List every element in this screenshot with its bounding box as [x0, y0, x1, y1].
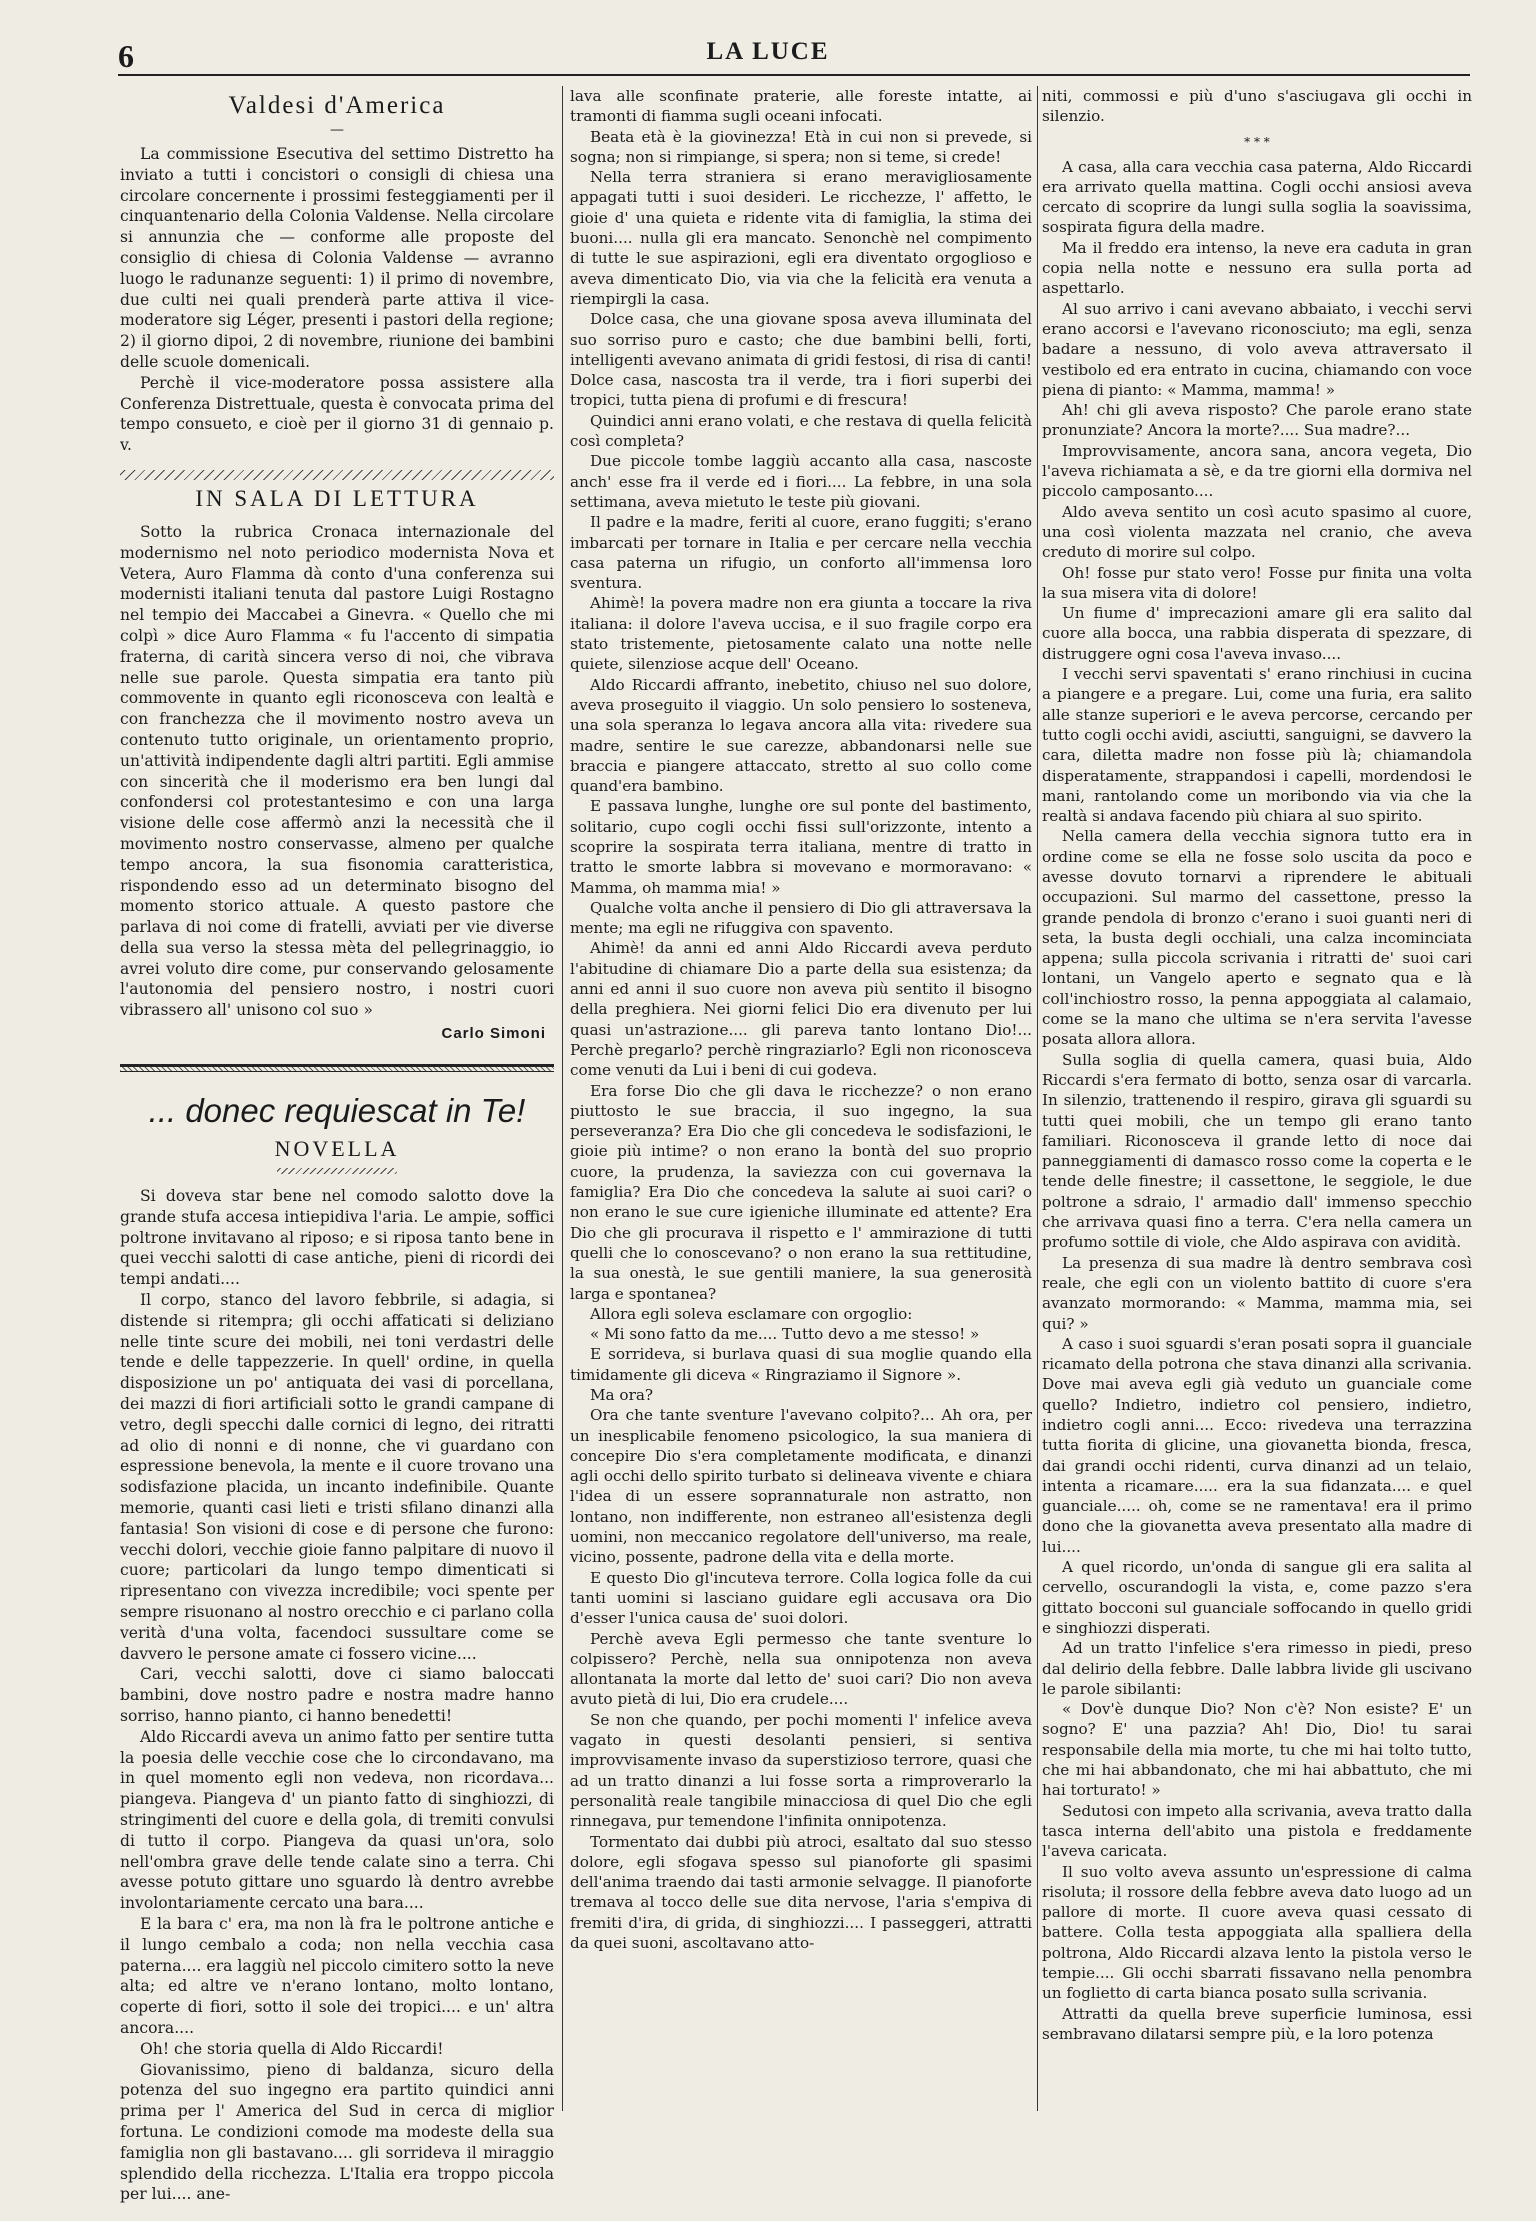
paragraph: A caso i suoi sguardi s'eran posati sopra il guanciale ricamato della potrona che stava dinanzi alla scrivania. Dove mai aveva egli già veduto un guanciale come quello? Indietro, indietro col pensiero, indietro, indietro cogli anni.... Ecco: rivedeva una terrazzina tutta fiorita di glicine, una giovanetta bionda, fresca, dai grandi occhi ridenti, curva dinanzi ad un telaio, intenta a ricamare..... era la sua fidanzata.... e quel guanciale..... oh, come se ne ramentava! era il primo dono che la giovanetta aveva presentato alla madre di lui....: [1042, 1334, 1472, 1556]
page-number: 6: [118, 38, 134, 74]
paragraph: Ahimè! da anni ed anni Aldo Riccardi aveva perduto l'abitudine di chiamare Dio a parte della sua esistenza; da anni ed anni il suo cuore non aveva più sentito il bisogno della preghiera. Nei giorni felici Dio era divenuto per lui quasi un'astrazione.... gli pareva tanto lontano Dio!... Perchè pregarlo? perchè ringraziarlo? Egli non riconosceva come venuti da Lui i beni di cui godeva.: [570, 939, 1032, 1080]
paragraph: Ah! chi gli aveva risposto? Che parole erano state pronunziate? Ancora la morte?.... Sua madre?...: [1042, 401, 1472, 440]
masthead: LA LUCE: [706, 38, 830, 65]
paragraph: A casa, alla cara vecchia casa paterna, Aldo Riccardi era arrivato quella mattina. Cogli occhi ansiosi aveva cercato di scoprire da lungi sulla soglia la soavissima, sospirata figura della madre.: [1042, 157, 1472, 237]
paragraph: Il corpo, stanco del lavoro febbrile, si adagia, si distende si ritempra; gli occhi affaticati si deliziano nelle tinte scure dei mobili, nei toni verdastri delle tende e delle tappezzerie. In quell' ordine, in quella disposizione un po' antiquata dei vasi di porcellana, dei mazzi di fiori artificiali sotto le grandi campane di vetro, degli specchi dalle cornici di legno, dei ritratti ad olio di nonni e di nonne, che vi guardano con espressione benevola, la mente e il cuore trovano una sodisfazione placida, un incanto indefinibile. Quante memorie, quanti casi lieti e tristi sfilano dinanzi alla fantasia! Son visioni di cose e di persone che furono: vecchi dolori, vecchie gioie fanno palpitare di nuovo il cuore; particolari da lungo tempo dimenticati si ripresentano con vivezza incredibile; voci spente per sempre risuonano al nostro orecchio e ci parlano colla verità d'una volta, facendoci sussultare come se davvero le persone amate ci fossero vicine....: [120, 1291, 554, 1663]
paragraph: Attratti da quella breve superficie luminosa, essi sembravano dilatarsi sempre più, e la loro potenza: [1042, 2004, 1472, 2043]
paragraph: Ma il freddo era intenso, la neve era caduta in gran copia nella notte e nessuno era sulla porta ad aspettarlo.: [1042, 238, 1472, 298]
paragraph: Ma ora?: [590, 1386, 654, 1404]
paragraph: Aldo Riccardi affranto, inebetito, chiuso nel suo dolore, aveva proseguito il viaggio. Un solo pensiero lo sosteneva, una sola speranza lo legava ancora alla vita: rivedere sua madre, sentire le sue carezze, abbandonarsi nelle sue braccia e piangere attaccato, stretto al suo collo come quand'era bambino.: [570, 675, 1032, 796]
paragraph: Qualche volta anche il pensiero di Dio gli attraversava la mente; ma egli ne rifuggiva con spavento.: [570, 898, 1032, 938]
paragraph: Si doveva star bene nel comodo salotto dove la grande stufa accesa intiepidiva l'aria. Le ampie, soffici poltrone invitavano al riposo; e si riposa tanto bene in quei vecchi salotti di case antiche, pieni di ricordi dei tempi andati....: [120, 1187, 554, 1289]
novella-subtitle: NOVELLA: [274, 1136, 400, 1162]
paragraph: Se non che quando, per pochi momenti l' infelice aveva vagato in questi desolanti pensieri, si sentiva improvvisamente invaso da superstizioso terrore, quasi che ad un tratto dinanzi a lui fosse sorta a rimproverarlo la personalità reale tangibile minacciosa di quel Dio che egli rinnegava, pur temendone l'infinita onnipotenza.: [570, 1710, 1032, 1831]
subtitle-ornament: [277, 1168, 397, 1174]
paragraph: Dolce casa, che una giovane sposa aveva illuminata del suo sorriso puro e casto; che due bambini belli, forti, intelligenti avevano animata di gridi festosi, di risa di canti! Dolce casa, nascosta tra il verde, tra i fiori superbi dei tropici, tutta piena di profumi e di frescura!: [570, 310, 1032, 410]
novella-title: ... donec requiescat in Te!: [148, 1092, 526, 1130]
paragraph: Nella camera della vecchia signora tutto era in ordine come se ella ne fosse solo uscita da poco e avesse dovuto tornarvi a riprendere le abituali occupazioni. Sul marmo del cassettone, presso la grande pendola di bronzo c'erano i suoi guanti neri di seta, la busta degli occhiali, una calza incominciata appena; sulla piccola scrivania i ritratti de' suoi cari lontani, un Vangelo aperto e segnato qua e là coll'inchiostro rosso, la penna appoggiata al calamaio, come se la mano che ultima se n'era servita l'avesse posata allora allora.: [1042, 827, 1472, 1049]
paragraph: Ahimè! la povera madre non era giunta a toccare la riva italiana: il dolore l'aveva uccisa, e il suo fragile corpo era stato tristemente, pietosamente calato una notte nelle quiete, silenziose acque dell' Oceano.: [570, 594, 1032, 674]
paragraph: Tormentato dai dubbi più atroci, esaltato dal suo stesso dolore, egli sfogava spesso sul pianoforte gli spasimi dell'anima traendo dai tasti armonie selvagge. Il pianoforte tremava al tocco delle sue dita nervose, l'aria s'empiva di fremiti d'ira, di grida, di singhiozzi.... I passeggeri, attratti da quei suoni, ascoltavano atto-: [570, 1832, 1032, 1953]
paragraph: Nella terra straniera si erano meravigliosamente appagati tutti i suoi desideri. Le ricchezze, l' affetto, le gioie d' una quieta e ridente vita di famiglia, la stima dei buoni.... nulla gli era mancato. Senonchè nel compimento di tutte le sue aspirazioni, egli era diventato orgoglioso e aveva dimenticato Dio, via via che la felicità era venuta a riempirgli la casa.: [570, 168, 1032, 308]
header-rule: [118, 74, 1470, 76]
title-dash: —: [330, 122, 344, 138]
paragraph: « Mi sono fatto da me.... Tutto devo a me stesso! »: [590, 1325, 980, 1344]
paragraph: La presenza di sua madre là dentro sembrava così reale, che egli con un violento battito di cuore s'era avanzato mormorando: « Mamma, mamma mia, sei qui? »: [1042, 1253, 1472, 1333]
section-divider: [120, 1064, 554, 1072]
paragraph: Un fiume d' imprecazioni amare gli era salito dal cuore alla bocca, una rabbia disperata di spezzare, di distruggere ogni cosa l'aveva invaso....: [1042, 604, 1472, 663]
paragraph: Perchè il vice-moderatore possa assistere alla Conferenza Distrettuale, questa è convocata prima del tempo consueto, e cioè per il giorno 31 di gennaio p. v.: [120, 373, 554, 455]
paragraph: niti, commossi e più d'uno s'asciugava gli occhi in silenzio.: [1042, 87, 1472, 126]
paragraph: E questo Dio gl'incuteva terrore. Colla logica folle da cui tanti uomini si lasciano guidare egli accusava ora Dio d'esser l'unica causa de' suoi dolori.: [570, 1568, 1032, 1628]
paragraph: Ora che tante sventure l'avevano colpito?... Ah ora, per un inesplicabile fenomeno psicologico, la sua maniera di concepire Dio s'era completamente modificata, e dinanzi agli occhi dello spirito turbato si delineava vivente e chiara l'idea di un essere soprannaturale non astratto, non lontano, non indifferente, non estraneo all'esistenza degli uomini, non meccanico regolatore dell'universo, ma reale, vicino, possente, padrone della vita e della morte.: [570, 1406, 1032, 1567]
paragraph: Quindici anni erano volati, e che restava di quella felicità così completa?: [570, 411, 1032, 451]
paragraph: Era forse Dio che gli dava le ricchezze? o non erano piuttosto le sue braccia, il suo ingegno, la sua perseveranza? Era Dio che gli concedeva le sodisfazioni, le gioie più intime? o non erano la bontà del suo proprio cuore, la prudenza, la saviezza con cui governava la famiglia? Era Dio che concedeva la salute ai suoi cari? o non erano le sue cure igieniche illuminate ed attente? Era Dio che gli procurava il rispetto e l' ammirazione di tutti quelli che lo conoscevano? o non erano la sua rettitudine, la sua onestà, le sue gentili maniere, la sua generosità larga e spontanea?: [570, 1081, 1032, 1303]
paragraph: Il padre e la madre, feriti al cuore, erano fuggiti; s'erano imbarcati per tornare in Italia e per cercare nella vecchia casa paterna un rifugio, un conforto all'immensa loro sventura.: [570, 513, 1032, 593]
column-3: [1042, 86, 1472, 2111]
column-2: [570, 86, 1032, 2111]
paragraph: Allora egli soleva esclamare con orgoglio:: [590, 1304, 913, 1323]
article-title-sala: IN SALA DI LETTURA: [195, 485, 479, 511]
paragraph: Oh! che storia quella di Aldo Riccardi!: [140, 2039, 444, 2058]
paragraph: Aldo aveva sentito un così acuto spasimo al cuore, una così violenta mazzata nel cranio, che aveva creduto di morire sul colpo.: [1042, 502, 1472, 562]
paragraph: E la bara c' era, ma non là fra le poltrone antiche e il lungo cembalo a coda; non nella vecchia casa paterna.... era laggiù nel piccolo cimitero sotto la neve alta; ed altre ve n'erano lontano, molto lontano, coperte di fiori, sotto il sole dei tropici.... e un' altra ancora....: [120, 1914, 554, 2037]
paragraph: Beata età è la giovinezza! Età in cui non si prevede, si sogna; non si rimpiange, si spera; non si teme, si crede!: [570, 127, 1032, 166]
column-divider: [562, 86, 563, 2111]
paragraph: I vecchi servi spaventati s' erano rinchiusi in cucina a piangere e a pregare. Lui, come una furia, era salito alle stanze superiori e le aveva percorse, cercando per tutto cogli occhi avidi, asciutti, sanguigni, se davvero la cara, diletta madre non fosse più là; chiamandola disperatamente, strappandosi i capelli, mordendosi le mani, rantolando come un moribondo via via che la realtà si andava facendo più chiara al suo spirito.: [1042, 665, 1472, 826]
paragraph: A quel ricordo, un'onda di sangue gli era salita al cervello, oscurandogli la vista, e, come pazzo s'era gittato bocconi sul guanciale soffocando in quello gridi e singhiozzi disperati.: [1042, 1558, 1472, 1637]
paragraph: lava alle sconfinate praterie, alle foreste intatte, ai tramonti di fiamma sugli oceani infocati.: [570, 87, 1032, 126]
column-1: [120, 86, 554, 2204]
paragraph: Sedutosi con impeto alla scrivania, aveva tratto dalla tasca interna dell'abito una pistola e freddamente l'aveva caricata.: [1042, 1801, 1472, 1861]
paragraph: Sulla soglia di quella camera, quasi buia, Aldo Riccardi s'era fermato di botto, senza osar di varcarla. In silenzio, trattenendo il respiro, girava gli sguardi su tutti quei mobili, che un tempo gli erano tanto familiari. Riconosceva il grande letto di noce dai panneggiamenti di damasco rosso come la coperta e le tende delle finestre; il cassettone, le seggiole, le due poltrone a sdraio, l' armadio dall' immenso specchio che arrivava quasi fino a terra. C'era nella camera un profumo sottile di viole, che Aldo aspirava con avidità.: [1042, 1050, 1472, 1252]
column-divider: [1037, 86, 1038, 2111]
paragraph: Cari, vecchi salotti, dove ci siamo baloccati bambini, dove nostro padre e nostra madre hanno sorriso, hanno pianto, ci hanno benedetti!: [120, 1665, 554, 1725]
paragraph: Perchè aveva Egli permesso che tante sventure lo colpissero? Perchè, nella sua onnipotenza non aveva allontanata la morte dal letto de' suoi cari? Dio non aveva avuto pietà di lui, Dio era crudele....: [570, 1629, 1032, 1709]
paragraph: Giovanissimo, pieno di baldanza, sicuro della potenza del suo ingegno era partito quindici anni prima per l' America del Sud in cerca di miglior fortuna. Le condizioni comode ma modeste della sua famiglia non gli bastavano.... gli sorrideva il miraggio splendido della ricchezza. L'Italia era troppo piccola per lui.... ane-: [120, 2060, 554, 2204]
paragraph: La commissione Esecutiva del settimo Distretto ha inviato a tutti i concistori o consigli di chiesa una circolare concernente i prossimi festeggiamenti per il cinquantenario della Colonia Valdense. Nella circolare si annunzia che — conforme alle proposte del consiglio di chiesa di Colonia Valdense — avranno luogo le radunanze seguenti: 1) il primo di novembre, due culti nei quali prenderà parte attiva il vice-moderatore sig Léger, presenti i pastori della regione; 2) il giorno dipoi, 2 di novembre, riunione dei bambini delle scuole domenicali.: [120, 145, 554, 371]
paragraph: E passava lunghe, lunghe ore sul ponte del bastimento, solitario, cupo cogli occhi fissi sull'orizzonte, intento a scoprire la sospirata terra italiana, mentre di tratto in tratto le smorte labbra si movevano e mormoravano: « Mamma, oh mamma mia! »: [570, 797, 1032, 897]
author-signature: Carlo Simoni: [441, 1025, 546, 1043]
paragraph: Il suo volto aveva assunto un'espressione di calma risoluta; il rossore della febbre aveva dato luogo ad un pallore di morte. Il cuore aveva quasi cessato di battere. Colla testa appoggiata alla spalliera della poltrona, Aldo Riccardi alzava lento la pistola verso le tempie.... Gli occhi sbarrati fissavano nella penombra un foglietto di carta bianca posato sulla scrivania.: [1042, 1862, 1472, 2003]
paragraph: E sorrideva, si burlava quasi di sua moglie quando ella timidamente gli diceva « Ringraziamo il Signore ».: [570, 1345, 1032, 1384]
paragraph: Al suo arrivo i cani avevano abbaiato, i vecchi servi erano accorsi e l'avevano riconosciuto; ma egli, senza badare a nessuno, di volo aveva attraversato il vestibolo ed era entrato in cucina, chiamando con voce piena di pianto: « Mamma, mamma! »: [1042, 299, 1472, 399]
section-divider: [120, 470, 554, 480]
paragraph: Aldo Riccardi aveva un animo fatto per sentire tutta la poesia delle vecchie cose che lo circondavano, ma in quel momento egli non vedeva, non ricordava... piangeva. Piangeva d' un pianto fatto di singhiozzi, di stringimenti del cuore e della gola, di tremiti convulsi di tutto il corpo. Piangeva da quasi un'ora, solo nell'ombra grave delle tende calate sino a terra. Chi avesse potuto gittare uno sguardo là dentro avrebbe involontariamente cercato una bara....: [120, 1727, 554, 1913]
paragraph: Due piccole tombe laggiù accanto alla casa, nascoste anch' esse fra il verde ed i fiori.... La febbre, in una sola settimana, aveva mietuto le teste più giovani.: [570, 452, 1032, 511]
section-asterisks: * * *: [1244, 134, 1270, 149]
paragraph: « Dov'è dunque Dio? Non c'è? Non esiste? E' un sogno? E' una pazzia? Ah! Dio, Dio! tu sarai responsabile della mia morte, tu che mi hai tolto tutto, che mi hai abbandonato, che mi hai abbattuto, che mi hai torturato! »: [1042, 1700, 1472, 1800]
paragraph: Oh! fosse pur stato vero! Fosse pur finita una volta la sua misera vita di dolore!: [1042, 563, 1472, 602]
paragraph: Improvvisamente, ancora sana, ancora vegeta, Dio l'aveva richiamata a sè, e da tre giorni ella dormiva nel piccolo camposanto....: [1042, 441, 1472, 501]
article-title-valdesi: Valdesi d'America: [228, 92, 446, 119]
paragraph: Ad un tratto l'infelice s'era rimesso in piedi, preso dal delirio della febbre. Dalle labbra livide gli uscivano le parole sibilanti:: [1042, 1639, 1472, 1698]
paragraph: Sotto la rubrica Cronaca internazionale del modernismo nel noto periodico modernista Nova et Vetera, Auro Flamma dà conto d'una conferenza sui modernisti italiani tenuta dal pastore Luigi Rostagno nel tempio dei Maccabei a Ginevra. « Quello che mi colpì » dice Auro Flamma « fu l'accento di simpatia fraterna, di carità sincera verso di noi, che vibrava nelle sue parole. Questa simpatia era tanto più commovente in quanto egli riconosceva con lealtà e con franchezza che il movimento nostro aveva un contenuto tutto originale, un orientamento proprio, un'attività indipendente dagli altri partiti. Egli ammise con sincerità che il moderismo era ben lungi dal confondersi col protestantesimo e con una larga visione delle cose affermò anzi la necessità che il movimento nostro conservasse, almeno per qualche tempo ancora, la sua fisonomia caratteristica, rispondendo esso ad un determinato bisogno del momento storico attuale. A questo pastore che parlava di noi come di fratelli, avviati per vie diverse della sua verso la stessa mèta del pellegrinaggio, io avrei voluto dire come, pur conservando gelosamente l'autonomia del pensiero nostro, i nostri cuori vibrassero all' unisono col suo »: [120, 522, 554, 1020]
